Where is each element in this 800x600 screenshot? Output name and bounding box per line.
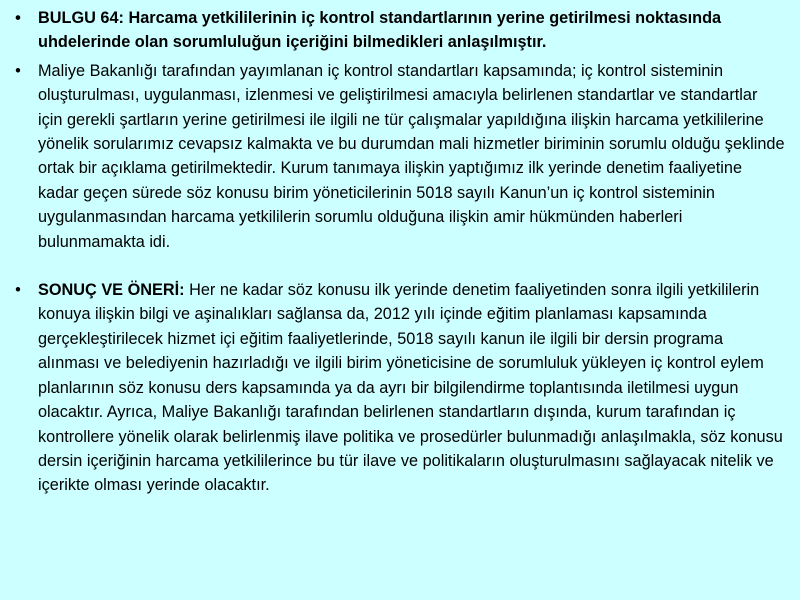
conclusion-bullet	[8, 278, 786, 498]
finding-bullet	[8, 6, 786, 55]
bullet-list	[8, 6, 786, 498]
conclusion-label: SONUÇ VE ÖNERİ:	[38, 281, 185, 300]
bullet-dot-icon: •	[15, 281, 21, 300]
bullet-dot-icon: •	[15, 9, 21, 27]
conclusion-text: Her ne kadar söz konusu ilk yerinde denetim faaliyetinden sonra ilgili yetkililerin konuya ilişkin bilgi ve aşinalıkları sağlansa da, 2012 yılı içinde eğitim planlaması kapsamında gerçekleştirilecek hizmet içi eğitim faaliyetlerinde, 5018 sayılı kanun ile ilgili bir dersin programa alınması ve belediyenin hazırladığı ve ilgili birim yöneticisine de sorumluluk yükleyen iç kontrol eylem planlarının söz konusu ders kapsamında ya da ayrı bir bilgilendirme toplantısında iletilmesi uygun olacaktır. Ayrıca, Maliye Bakanlığı tarafından belirlenen standartların dışında, kurum tarafından iç kontrollere yönelik olarak belirlenmiş ilave politika ve prosedürler bulunmadığı anlaşılmakla, söz konusu dersin içeriğinin harcama yetkililerince bu tür ilave ve politikaların oluşturulmasını sağlayacak nitelik ve içerikte olması yerinde olacaktır.	[38, 281, 783, 495]
finding-text: BULGU 64: Harcama yetkililerinin iç kontrol standartlarının yerine getirilmesi noktasında uhdelerinde olan sorumluluğun içeriğini bilmedikleri anlaşılmıştır.	[38, 9, 722, 52]
bullet-dot-icon: •	[15, 61, 21, 80]
description-text: Maliye Bakanlığı tarafından yayımlanan iç kontrol standartları kapsamında; iç kontrol sisteminin oluşturulması, uygulanması, izlenmesi ve geliştirilmesi amacıyla belirlenen standartlar ve standartlar için gerekli şartların yerine getirilmesi ile ilgili ne tür çalışmalar yapıldığına ilişkin harcama yetkililerine yönelik sorularımız cevapsız kalmakta ve bu durumdan mali hizmetler biriminin sorumlu olduğu şeklinde ortak bir açıklama getirilmektedir. Kurum tanımaya ilişkin yaptığımız ilk yerinde denetim faaliyetine kadar geçen sürede söz konusu birim yöneticilerinin 5018 sayılı Kanun’un iç kontrol sisteminin uygulanmasından harcama yetkililerin sorumlu olduğuna ilişkin amir hükmünden haberleri bulunmamakta idi.	[38, 61, 785, 251]
description-bullet	[8, 59, 786, 254]
